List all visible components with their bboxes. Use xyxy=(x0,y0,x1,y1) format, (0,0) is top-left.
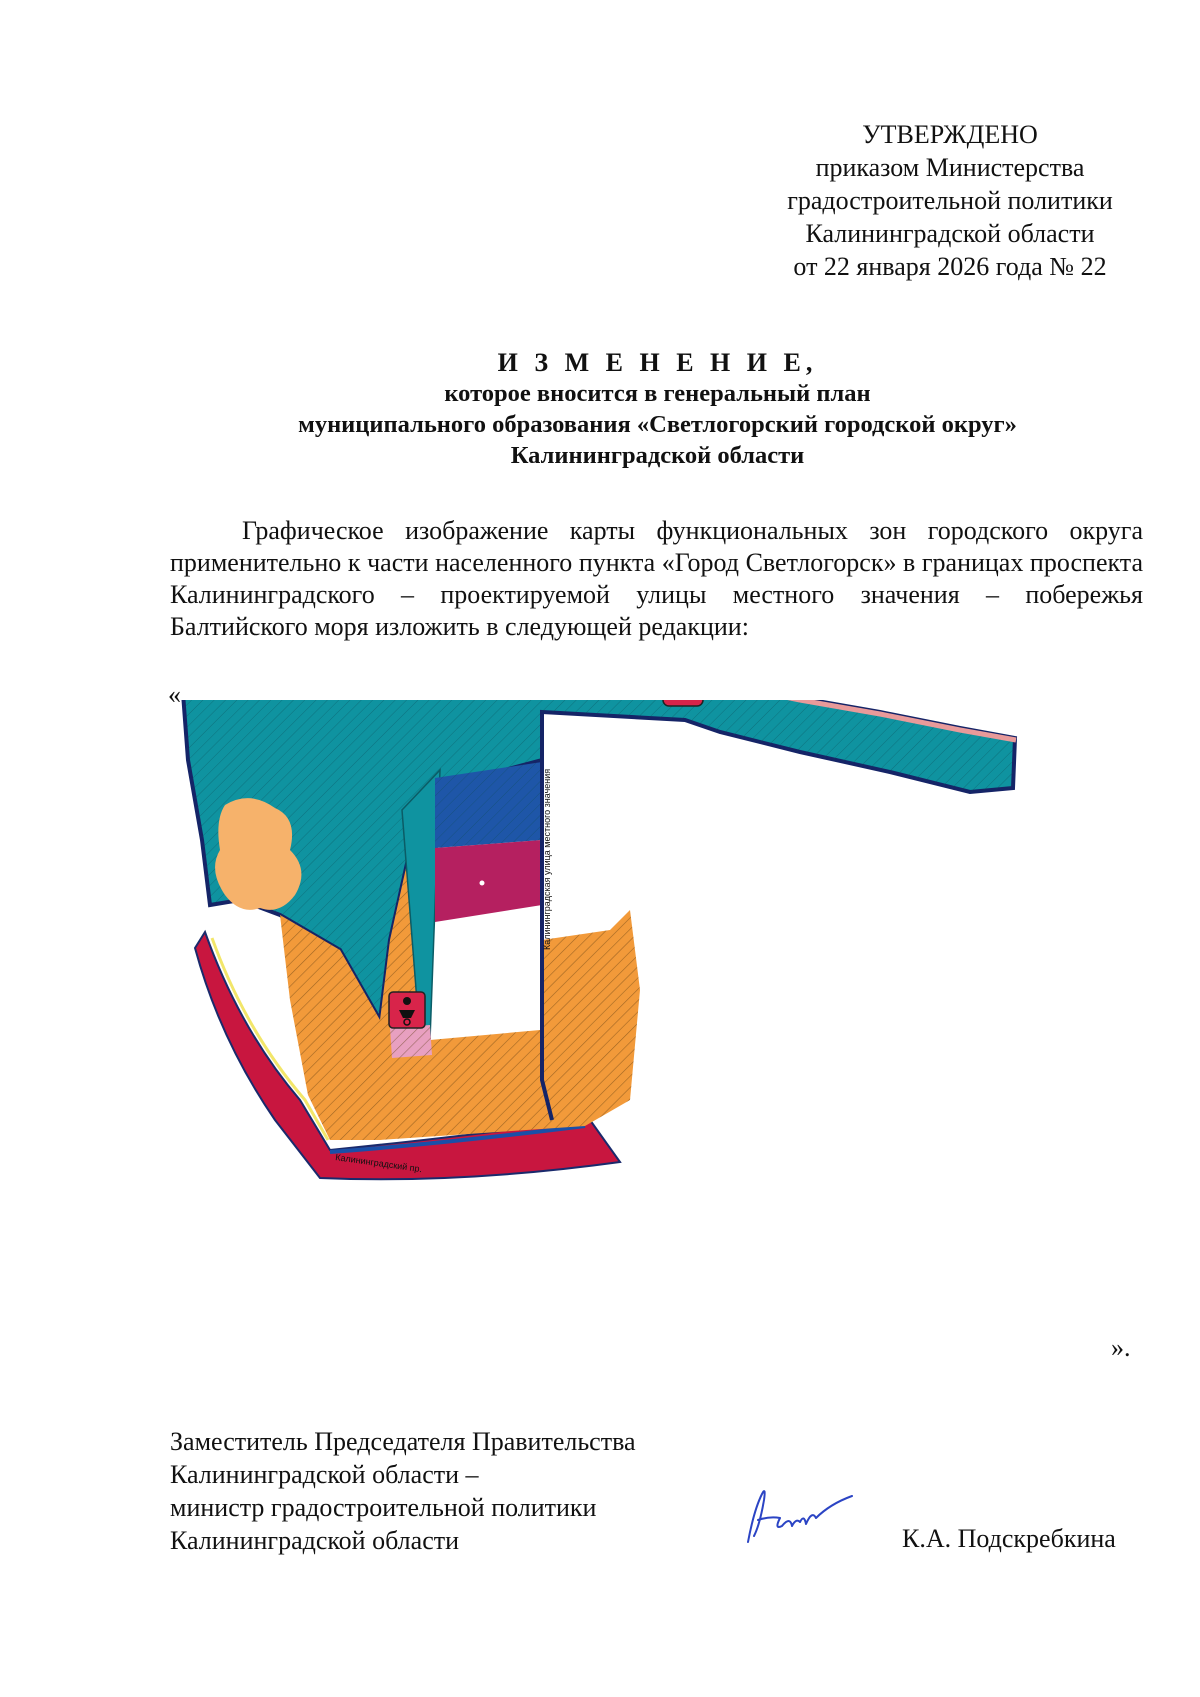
signer-line-2: Калининградской области – xyxy=(170,1460,479,1489)
approval-line-2: приказом Министерства xyxy=(815,153,1085,182)
quote-open: « xyxy=(168,680,181,709)
title-line-3: муниципального образования «Светлогорский городской округ» xyxy=(298,411,1017,438)
approval-line-4: Калининградской области xyxy=(805,219,1095,248)
building-marker xyxy=(480,881,485,886)
street-label-east: Калининградская улица местного значения xyxy=(542,768,552,950)
handwritten-signature xyxy=(740,1480,860,1550)
approval-line-3: градостроительной политики xyxy=(787,186,1113,215)
title-heading: И З М Е Н Е Н И Е, xyxy=(497,348,818,377)
signer-line-1: Заместитель Председателя Правительства xyxy=(170,1427,636,1456)
approval-line-5: от 22 января 2026 года № 22 xyxy=(793,252,1107,281)
zone-magenta xyxy=(435,840,542,922)
document-title xyxy=(170,347,1145,471)
quote-close: ». xyxy=(1111,1333,1131,1362)
zone-pink-hatch xyxy=(390,1025,432,1058)
waterfront-icon xyxy=(663,700,703,706)
kindergarten-icon xyxy=(389,992,425,1028)
title-line-4: Калининградской области xyxy=(510,442,805,469)
functional-zones-map xyxy=(180,700,1120,1200)
signer-name: К.А. Подскребкина xyxy=(902,1524,1116,1553)
signer-line-4: Калининградской области xyxy=(170,1526,460,1555)
approval-line-1: УТВЕРЖДЕНО xyxy=(862,120,1038,149)
signer-position xyxy=(170,1425,636,1557)
body-paragraph: Графическое изображение карты функциональных зон городского округа применительно к части населенного пункта «Город Светлогорск» в границах проспекта Калининградского – проектируемой улицы местного значения – побережья Балтийского моря изложить в следующей редакции: xyxy=(170,516,1143,641)
title-line-2: которое вносится в генеральный план xyxy=(444,380,871,407)
street-label-south: Калининградский пр. xyxy=(334,1152,423,1175)
approval-stamp xyxy=(760,118,1140,283)
signer-line-3: министр градостроительной политики xyxy=(170,1493,597,1522)
